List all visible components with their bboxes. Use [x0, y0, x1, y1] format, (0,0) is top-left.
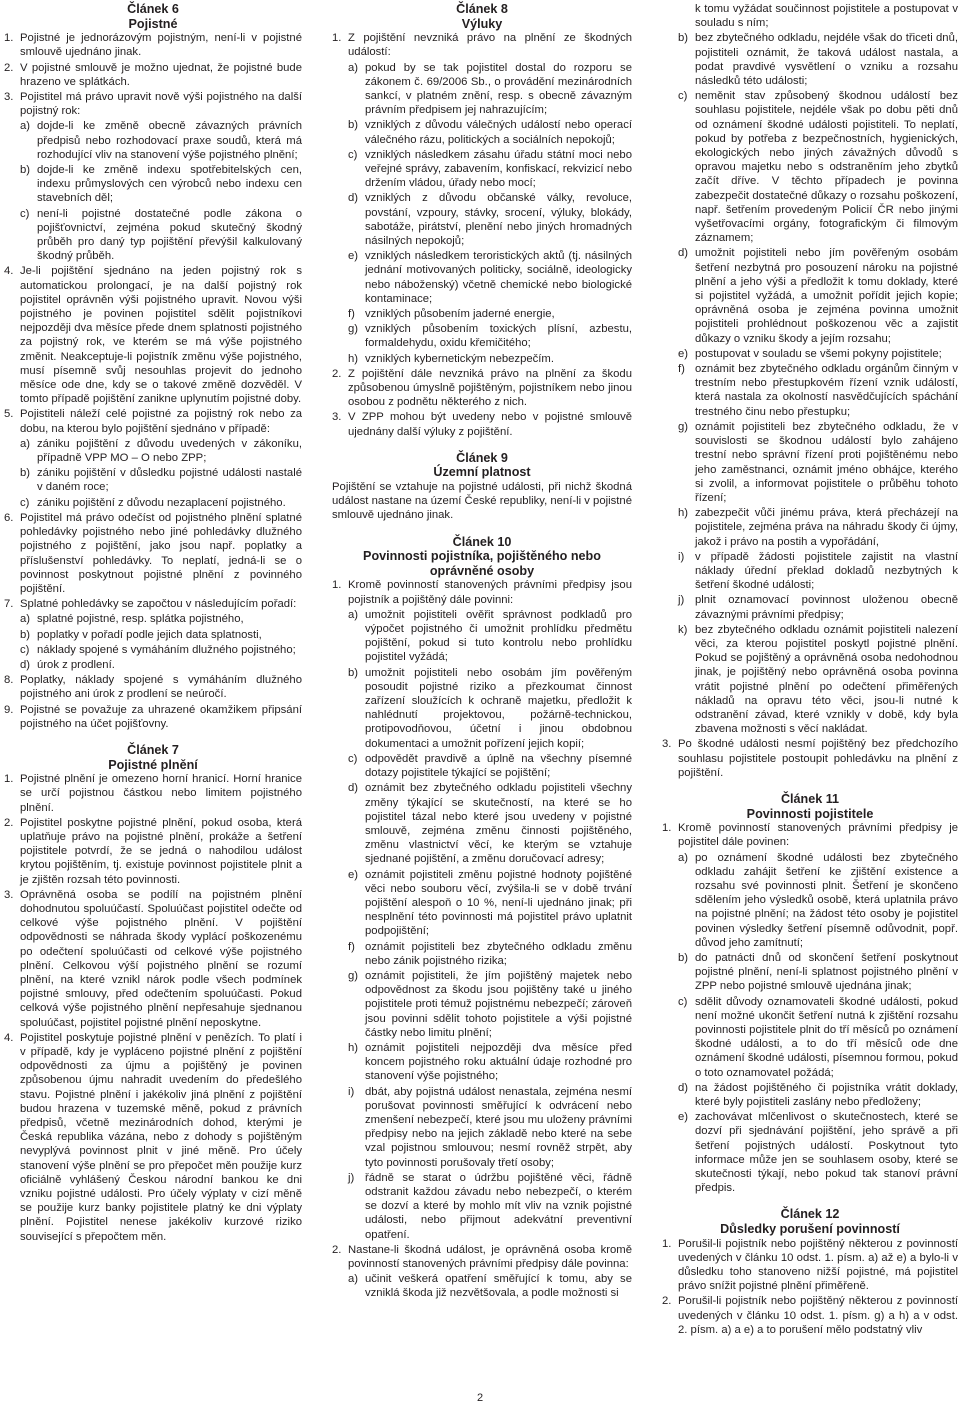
numbered-paragraph: [332, 410, 632, 438]
list-item-text: poplatky v pořadí podle jejich data splatnosti,: [37, 628, 262, 641]
list-item: [678, 420, 958, 505]
list-item-text: oznámit bez zbytečného odkladu pojistiteli všechny změny týkající se skutečností, na které se ho pojistitel tázal nebo které jsou uvedeny v pojistné smlouvě, zejména změnu činnosti pojištěného, změnu vlastnictví věcí, ke kterým se vztahuje sjednané pojištění, a změnu doručovací adresy;: [365, 782, 632, 866]
list-item-letter: c): [678, 90, 688, 103]
paragraph-number: 4.: [4, 265, 14, 278]
list-item-text: umožnit pojistiteli nebo osobám jím pověřeným posoudit pojistné riziko a přezkoumat činnost zařízení sloužících k ochraně majetku, předložit k nahlédnutí projektovou, požárně-technickou, protipovodňovou, účetní i jinou obdobnou dokumentaci a umožnit pořízení jejich kopií;: [365, 666, 632, 750]
list-item-letter: h): [348, 352, 359, 365]
page-number: 2: [476, 1392, 484, 1404]
list-item-letter: a): [20, 613, 31, 626]
list-item: [678, 347, 958, 361]
list-item-text: dojde-li ke změně indexu spotřebitelských cen, indexu průmyslových cen výrobců nebo indexu cen stavebních děl;: [37, 164, 302, 205]
numbered-paragraph: [4, 703, 302, 731]
list-item-letter: a): [678, 851, 689, 864]
list-item-letter: c): [20, 207, 30, 220]
list-item-letter: a): [348, 608, 359, 621]
list-item: [678, 593, 958, 621]
list-item: [20, 643, 302, 657]
list-item-letter: d): [678, 247, 689, 260]
list-item-letter: b): [20, 467, 31, 480]
numbered-paragraph: [4, 61, 302, 89]
list-item-text: pokud by se tak pojistitel dostal do rozporu se zákonem č. 69/2006 Sb., o provádění mezinárodních sankcí, v platném znění, resp. s obecně závazným právním předpisem jej nahrazujícím;: [365, 61, 632, 117]
list-item-text: náklady spojené s vymáháním dlužného pojistného;: [37, 643, 296, 656]
list-item-letter: j): [678, 594, 685, 607]
list-item: [20, 612, 302, 626]
paragraph-text: Je-li pojištění sjednáno na jeden pojistný rok s automatickou prolongací, je na další pojistný rok pojistitel oprávněn výši pojistného upravit. Novou výši pojistného je povinen pojistitel sdělit pojistníkovi nejpozději dva měsíce přede dnem splatnosti pojistného za pojistný rok, ve kterém se má výše pojistného změnit. Neakceptuje-li pojistník změnu výše pojistného, musí písemně svůj nesouhlas projevit do jednoho měsíce ode dne, kdy se o takové změně dozvěděl. V tomto případě pojištění zanikne uplynutím pojistné doby.: [20, 265, 302, 406]
list-item: [348, 61, 632, 118]
paragraph-number: 2.: [4, 816, 14, 829]
list-item-text: zániku pojištění z důvodu nezaplacení pojistného.: [37, 496, 286, 509]
numbered-paragraph: [4, 90, 302, 118]
paragraph-text: Z pojištění nevzniká právo na plnění ze škodných událostí:: [348, 32, 632, 59]
numbered-paragraph: [4, 597, 302, 611]
numbered-paragraph: [4, 888, 302, 1030]
article-heading: Výluky: [461, 16, 503, 31]
list-item: [678, 851, 958, 950]
list-item: [678, 623, 958, 737]
list-item-letter: i): [678, 550, 685, 563]
numbered-paragraph: [662, 1294, 958, 1337]
list-item-text: splatné pojistné, resp. splátka pojistného,: [37, 613, 244, 626]
list-item-letter: a): [20, 120, 31, 133]
numbered-paragraph: [4, 816, 302, 887]
list-item: [20, 437, 302, 465]
paragraph-text: Kromě povinností stanovených právními předpisy je pojistitel dále povinen:: [678, 822, 958, 849]
numbered-paragraph: [4, 1031, 302, 1244]
numbered-paragraph: [4, 264, 302, 406]
numbered-paragraph: [332, 31, 632, 59]
list-item: [678, 89, 958, 245]
paragraph-text: Pojistitel poskytne pojistné plnění, pokud osoba, která uplatňuje právo na pojistné plnění, prokáže a šetření pojistitele potvrdí, že se jedná o nahodilou událost krytou pojištěním, tj. existuje povinnost pojistitele plnit a je zjištěn rozsah této povinnosti.: [20, 816, 302, 886]
list-item: [348, 148, 632, 191]
list-item-text: oznámit pojistiteli změnu pojistné hodnoty pojištěné věci nebo souboru věcí, zvýšila-li se v době trvání pojištění alespoň o 10 %, není-li ujednáno jinak; při nesplnění této povinnosti má pojistitel právo uplatnit podpojištění;: [365, 868, 632, 938]
list-item-letter: e): [348, 868, 359, 881]
list-item-letter: c): [20, 643, 30, 656]
list-item: [20, 496, 302, 510]
paragraph-number: 2.: [332, 1243, 342, 1256]
paragraph-text: Poplatky, náklady spojené s vymáháním dlužného pojistného ani úrok z prodlení se neúročí.: [20, 674, 302, 701]
numbered-paragraph: [4, 511, 302, 596]
list-item: [678, 362, 958, 419]
paragraph-text: Pojistitel má právo upravit nově výši pojistného na další pojistný rok:: [20, 91, 302, 118]
article-heading: Důsledky porušení povinností: [720, 1222, 900, 1237]
list-item: [348, 1171, 632, 1242]
list-item: [20, 119, 302, 162]
list-item: [678, 951, 958, 994]
list-item-text: oznámit pojistiteli bez zbytečného odkladu, že v souvislosti se škodnou událostí bylo zahájeno trestní nebo správní řízení proti pojištěnému nebo jeho zaměstnanci, oznámit jméno obhájce, kterého si zvolil, a informovat pojistitele o průběhu tohoto řízení;: [695, 420, 958, 504]
article-heading: Povinnosti pojistníka, pojištěného nebo: [363, 549, 601, 564]
list-item-letter: c): [678, 995, 688, 1008]
list-item-letter: c): [348, 148, 358, 161]
article-heading: Článek 11: [780, 791, 840, 806]
list-item-letter: g): [348, 323, 359, 336]
list-item-text: učinit veškerá opatření směřující k tomu, aby se vzniklá škoda již nezvětšovala, a podle možnosti si: [365, 1273, 632, 1300]
paragraph-text: Splatné pohledávky se započtou v následujícím pořadí:: [20, 598, 297, 611]
article-heading: Článek 9: [456, 450, 508, 465]
list-item-letter: f): [678, 363, 685, 376]
list-item-text: oznámit bez zbytečného odkladu orgánům činným v trestním nebo přestupkovém řízení vznik událostí, která nastala za okolností nasvědčujících spáchání trestného činu nebo přestupku;: [695, 363, 958, 418]
list-item-letter: d): [348, 782, 359, 795]
list-item-letter: e): [678, 1111, 689, 1124]
list-item-text: po oznámení škodné události bez zbytečného odkladu zahájit šetření ke zjištění existence a rozsahu své povinnosti plnit. Šetření je skončeno sdělením jeho výsledků osobě, která uplatnila právo na pojistné plnění; na žádost této osoby je pojistitel povinen výsledky šetření písemně odůvodnit, popř. důvod jeho zamítnutí;: [695, 851, 958, 949]
paragraph-text: Z pojištění dále nevzniká právo na plnění za škodu způsobenou úmyslně pojištěným, pojistníkem nebo jinou osobou z podnětu některého z nich.: [348, 367, 632, 409]
paragraph-text: Pojistné se považuje za uhrazené okamžikem připsání pojistného na účet pojišťovny.: [20, 703, 302, 730]
list-item-letter: b): [20, 164, 31, 177]
paragraph: Pojištění se vztahuje na pojistné události, při nichž škodná událost nastane na území České republiky, není-li v pojistné smlouvě ujednáno jinak.: [332, 481, 632, 522]
list-item-letter: b): [678, 32, 689, 45]
paragraph-text: V ZPP mohou být uvedeny nebo v pojistné smlouvě ujednány další výluky z pojištění.: [348, 411, 632, 438]
numbered-paragraph: [332, 367, 632, 410]
list-item: [348, 322, 632, 350]
list-item: [348, 940, 632, 968]
list-item: [20, 628, 302, 642]
paragraph-text: Pojistné plnění je omezeno horní hranicí. Horní hranice se určí pojistnou částkou nebo limitem pojistného plnění.: [20, 773, 302, 814]
paragraph-text: Nastane-li škodná událost, je oprávněná osoba kromě povinností stanovených právními předpisy dále povinna:: [348, 1243, 632, 1270]
article-heading: Povinnosti pojistitele: [746, 806, 874, 821]
article-heading: Článek 10: [452, 534, 512, 549]
paragraph-number: 1.: [4, 773, 14, 786]
list-item: [678, 550, 958, 593]
list-item-letter: c): [348, 752, 358, 765]
list-item-text: dojde-li ke změně obecně závazných právních předpisů nebo rozhodovací praxe soudů, která má rozhodující vliv na stanovení výše pojistného plnění;: [37, 120, 302, 161]
list-item-text: bez zbytečného odkladu, nejdéle však do třiceti dnů, pojistiteli oznámit, že taková událost nastala, a podat pravdivé vysvětlení o vzniku a rozsahu následků této události;: [695, 32, 958, 88]
list-item-letter: j): [348, 1171, 355, 1184]
list-item: [348, 118, 632, 146]
paragraph-text: Po škodné události nesmí pojištěný bez předchozího souhlasu pojistitele postoupit pohledávku na plnění z pojištění.: [678, 738, 958, 779]
list-item: [348, 752, 632, 780]
list-item-letter: h): [348, 1041, 359, 1054]
list-item: [348, 666, 632, 751]
list-item-letter: b): [20, 628, 31, 641]
column-3: [662, 2, 958, 1338]
paragraph-number: 2.: [332, 367, 342, 380]
list-item: [348, 608, 632, 665]
numbered-paragraph: [4, 31, 302, 59]
list-item-letter: c): [20, 496, 30, 509]
list-item-letter: g): [678, 420, 689, 433]
list-item-text: vzniklých z důvodu válečných událostí nebo operací válečného rázu, politických a sociálních nepokojů;: [365, 119, 632, 146]
list-item: [678, 246, 958, 345]
list-item-letter: a): [348, 1273, 359, 1286]
list-item-text: řádně se starat o údržbu pojištěné věci, řádně odstranit každou závadu nebo nebezpečí, o kterém se dozví a které by mohlo mít vliv na vznik pojistné události, nebo přijmout adekvátní preventivní opatření.: [365, 1171, 632, 1241]
paragraph-text: Porušil-li pojistník nebo pojištěný některou z povinností uvedených v článku 10 odst. 1. písm. a) až e) a bylo-li v důsledku toho stanoveno nižší pojistné, má pojistitel právo snížit pojistné plnění přiměřeně.: [678, 1237, 958, 1293]
list-item-text: neměnit stav způsobený škodnou událostí bez souhlasu pojistitele, nejdéle však po dobu pěti dnů od oznámení škodné události pojistiteli. To neplatí, pokud by potřeba z bezpečnostních, hygienických, ekologických nebo jiných závažných důvodů s opravou majetku nebo s odstraněním jeho zbytků začít dříve. V těchto případech je povinna zabezpečit dostatečné důkazy o rozsahu poškození, např. šetřením provedeným Policií ČR nebo jinými vyšetřovacími orgány, fotografickým či filmovým záznamem;: [695, 90, 958, 245]
list-item-text: umožnit pojistiteli ověřit správnost podkladů pro výpočet pojistného či umožnit prohlídku předmětu pojištění, pokud si tuto kontrolu nebo prohlídku pojistitel vyžádá;: [365, 608, 632, 664]
list-item: [678, 31, 958, 88]
article-heading: Pojistné: [128, 16, 178, 31]
list-item: [20, 658, 302, 672]
paragraph-number: 5.: [4, 408, 14, 421]
list-item: [348, 781, 632, 866]
list-item: [678, 506, 958, 549]
list-item: [20, 207, 302, 264]
list-item-text: oznámit pojistiteli, že jím pojištěný majetek nebo odpovědnost za škodu jsou pojištěny také u jiného pojistitele proti témuž pojistnému nebezpečí; zároveň jsou povinni sdělit tohoto pojistitele a výši pojistné částky nebo limitu plnění;: [365, 969, 632, 1039]
list-item: [348, 352, 632, 366]
article-heading: Pojistné plnění: [108, 757, 198, 772]
list-item-text: není-li pojistné dostatečné podle zákona o pojišťovnictví, zejména pokud skutečný škodný průběh pro daný typ pojištění převýšil kalkulovaný škodný průběh.: [37, 207, 302, 263]
numbered-paragraph: [662, 737, 958, 780]
paragraph-number: 6.: [4, 511, 14, 524]
list-item-letter: g): [348, 969, 359, 982]
numbered-paragraph: [662, 821, 958, 849]
list-item: [348, 1041, 632, 1084]
list-item-text: sdělit důvody oznamovateli škodné události, pokud není možné ukončit šetření nutná k zjištění rozsahu povinnosti pojistitele plnit do tří měsíců po oznámení škodné události, a to do tří měsíců ode dne oznámení škodné události, písemnou formou, pokud o toto oznamovatel požádá;: [695, 995, 958, 1079]
list-item-text: dbát, aby pojistná událost nenastala, zejména nesmí porušovat povinnosti směřující k odvrácení nebo zmenšení nebezpečí, které jsou mu uloženy právními předpisy nebo na jejich základě nebo které na sebe vzal pojistnou smlouvou; nesmí rovněž strpět, aby tyto povinnosti porušovaly třetí osoby;: [365, 1085, 632, 1169]
list-item-text: umožnit pojistiteli nebo jím pověřeným osobám šetření nezbytná pro posouzení nároku na pojistné plnění a jeho výši a předložit k tomu doklady, které si pojistitel vyžádá, a umožnit pořídit jejich kopie; oprávněná osoba je zejména povinna umožnit pojistiteli prohlédnout poškozenou věc a zajistit důkazy o vzniku škody a jejím rozsahu;: [695, 247, 958, 345]
paragraph-number: 4.: [4, 1031, 14, 1044]
list-item-letter: f): [348, 308, 355, 321]
paragraph-number: 1.: [662, 822, 672, 835]
article-heading: Článek 7: [127, 742, 179, 757]
list-item-text: plnit oznamovací povinnost uloženou obecně závaznými právními předpisy;: [695, 594, 958, 621]
list-item-text: vzniklých následkem zásahu úřadu státní moci nebo veřejné správy, zabavením, konfiskací, rekvizicí nebo držením vládou, úřady nebo mocí;: [365, 148, 632, 190]
article-heading: Článek 8: [456, 2, 508, 16]
paragraph-text: Pojistné je jednorázovým pojistným, není-li v pojistné smlouvě ujednáno jinak.: [20, 32, 302, 59]
list-item-text: oznámit pojistiteli bez zbytečného odkladu změnu nebo zánik pojistného rizika;: [365, 940, 632, 967]
paragraph-number: 3.: [4, 888, 14, 901]
article-heading: Článek 6: [127, 2, 179, 16]
list-item-text: zániku pojištění v důsledku pojistné události nastalé v daném roce;: [37, 467, 302, 494]
paragraph-text: Pojistitel poskytuje pojistné plnění v penězích. To platí i v případě, kdy je vypláceno pojistné plnění z pojištění odpovědnosti za újmu a pojištěný je povinen způsobenou újmu nahradit uvedením do předešlého stavu. Pojistné plnění i jakékoliv jiná plnění z pojištění budou hrazena v tuzemské měně, pokud z právních předpisů, včetně mezinárodních dohod, kterými je Česká republika vázána, nebo z dohody s pojištěným nevyplývá povinnost plnit v jiné měně. Pro účely stanovení výše plnění se pro přepočet měn použije kurz oficiálně vyhlášený Českou národní bankou ke dni vzniku pojistné události. Pro účely výplaty v cizí měně se použije kurz banky pojistitele platný ke dni výplaty plnění. Pojistitel nenese jakékoliv kurzové riziko související s přepočtem měn.: [20, 1031, 302, 1243]
list-item: [348, 969, 632, 1040]
numbered-paragraph: [4, 772, 302, 815]
list-item: [348, 191, 632, 248]
list-item-letter: e): [678, 347, 689, 360]
list-item: [678, 1081, 958, 1109]
paragraph-number: 1.: [332, 579, 342, 592]
list-item-letter: f): [348, 940, 355, 953]
numbered-paragraph: [4, 673, 302, 701]
paragraph-number: 7.: [4, 598, 14, 611]
list-item-letter: h): [678, 507, 689, 520]
list-item: [20, 466, 302, 494]
paragraph-number: 1.: [332, 32, 342, 45]
numbered-paragraph: [662, 1237, 958, 1294]
list-item-text: vzniklých působením toxických plísní, azbestu, formaldehydu, oxidu křemičitého;: [365, 323, 632, 350]
paragraph-number: 1.: [4, 32, 14, 45]
list-item-text: oznámit pojistiteli nejpozději dva měsíce před koncem pojistného roku aktuální údaje rozhodné pro stanovení výše pojistného;: [365, 1041, 632, 1083]
list-item: [348, 249, 632, 306]
list-item-text: zabezpečit vůči jinému práva, která přecházejí na pojistitele, zejména práva na náhradu škody či újmy, jakož i právo na postih a vypořádání,: [695, 507, 958, 548]
list-item-letter: e): [348, 250, 359, 263]
list-item-letter: a): [348, 61, 359, 74]
list-item: [678, 995, 958, 1080]
list-item: [678, 1110, 958, 1195]
column-2: [332, 2, 632, 1302]
list-item: [348, 868, 632, 939]
list-item-letter: k): [678, 623, 688, 636]
list-item-letter: a): [20, 437, 31, 450]
list-item: [348, 1085, 632, 1170]
list-item-letter: b): [348, 666, 359, 679]
list-item-text: úrok z prodlení.: [37, 658, 115, 671]
paragraph-number: 2.: [662, 1295, 672, 1308]
list-item-text: do patnácti dnů od skončení šetření poskytnout pojistné plnění, není-li splatnost pojistného plnění v ZPP nebo pojistné smlouvě ujednána jinak;: [695, 951, 958, 993]
paragraph-number: 3.: [4, 91, 14, 103]
paragraph-number: 2.: [4, 61, 14, 74]
list-item-text: na žádost pojištěného či pojistníka vrátit doklady, které byly pojistiteli zaslány nebo předloženy;: [695, 1081, 958, 1109]
list-item-letter: d): [20, 658, 31, 671]
list-item-text: odpovědět pravdivě a úplně na všechny písemné dotazy pojistitele týkající se pojištění;: [365, 752, 632, 780]
list-item-text: vzniklých následkem teroristických aktů (tj. násilných jednání motivovaných politicky, sociálně, ideologicky nebo náboženský) včetně chemické nebo biologické kontaminace;: [365, 250, 632, 305]
paragraph-text: V pojistné smlouvě je možno ujednat, že pojistné bude hrazeno ve splátkách.: [20, 61, 302, 88]
list-item-text: vzniklých působením jaderné energie,: [365, 308, 555, 321]
paragraph-number: 3.: [332, 411, 342, 424]
list-item-text: v případě žádosti pojistitele zajistit na vlastní náklady úřední překlad dokladů nezbytných k šetření škodné události;: [695, 550, 958, 592]
list-item-text: zachovávat mlčenlivost o skutečnostech, které se dozví při sjednávání pojištění, jeho správě a při šetření pojistných událostí. Poskytnout tyto informace může jen se souhlasem osoby, které se skutečnosti týkají, nebo pokud tak stanoví právní předpis.: [695, 1111, 958, 1195]
list-item: [20, 163, 302, 206]
numbered-paragraph: [332, 578, 632, 606]
paragraph-number: 3.: [662, 738, 672, 751]
article-heading: Článek 12: [780, 1207, 840, 1222]
paragraph-number: 1.: [662, 1237, 672, 1250]
list-item: [348, 307, 632, 321]
article-heading: Územní platnost: [433, 465, 531, 480]
paragraph-number: 8.: [4, 674, 14, 687]
list-item-text: bez zbytečného odkladu oznámit pojistiteli nalezení věci, za kterou pojistitel poskytl pojistné plnění. Pokud se pojištěný a oprávněná osoba nedohodnou jinak, je pojištěný nebo oprávněná osoba povinna vrátit pojistné plnění po odečtení přiměřených nákladů na opravu této věci, jsou-li nutné k odstranění závad, které vznikly v době, kdy byla zbavena možnosti s věcí nakládat.: [695, 623, 958, 736]
paragraph-text: Pojistitel má právo odečíst od pojistného plnění splatné pohledávky pojistného nebo jiné pohledávky dlužného pojistného z pojištění, jako jsou např. poplatky a příslušenství pohledávky. To neplatí, jedná-li se o povinnost poskytnout pojistné plnění z povinného pojištění.: [20, 511, 302, 595]
column-1: [4, 2, 302, 1245]
list-item-text: vzniklých kybernetickým nebezpečím.: [365, 352, 554, 365]
paragraph-text: Oprávněná osoba se podílí na pojistném plnění dohodnutou spoluúčastí. Spoluúčast pojistitel odečte od celkové výše pojistného plnění. V pojištění odpovědnosti se náhrada škody vyplácí poškozenému po odečtení spoluúčasti od celkové výše pojistného plnění. Celkovou výší pojistného plnění se rozumí plnění, na které vznikl nárok podle všech podmínek pojistné smlouvy, před odečtením spoluúčasti. Pokud celková výše pojistného plnění nepřesahuje sjednanou spoluúčast, pojistitel pojistné plnění neposkytne.: [20, 888, 302, 1029]
list-item-letter: i): [348, 1085, 355, 1098]
list-item-letter: d): [348, 192, 359, 205]
list-item-text: postupovat v souladu se všemi pokyny pojistitele;: [695, 347, 942, 360]
list-item: [348, 1272, 632, 1300]
paragraph-text: Kromě povinností stanovených právními předpisy jsou pojistník a pojištěný dále povinni:: [348, 579, 632, 606]
list-item-letter: b): [678, 951, 689, 964]
list-item-text: vzniklých z důvodu občanské války, revoluce, povstání, vzpoury, stávky, srocení, výluky, blokády, sabotáže, pirátství, plenění nebo jiných hromadných násilných nepokojů;: [365, 192, 632, 248]
numbered-paragraph: [332, 1243, 632, 1271]
numbered-paragraph: [4, 407, 302, 435]
paragraph: k tomu vyžádat součinnost pojistitele a postupovat v souladu s ním;: [695, 3, 958, 30]
list-item-letter: b): [348, 119, 359, 132]
list-item-letter: d): [678, 1081, 689, 1094]
paragraph-text: Porušil-li pojistník nebo pojištěný některou z povinností uvedených v článku 10 odst. 1. písm. g) a h) a v odst. 2. písm. a) a e) a to porušení mělo podstatný vliv: [678, 1295, 958, 1336]
paragraph-text: Pojistiteli náleží celé pojistné za pojistný rok nebo za dobu, na kterou bylo pojištění sjednáno v případě:: [20, 408, 302, 435]
article-heading: oprávněné osoby: [429, 563, 535, 578]
list-item-text: zániku pojištění z důvodu uvedených v zákoníku, případně VPP MO – O nebo ZPP;: [37, 437, 302, 465]
paragraph-number: 9.: [4, 703, 14, 716]
